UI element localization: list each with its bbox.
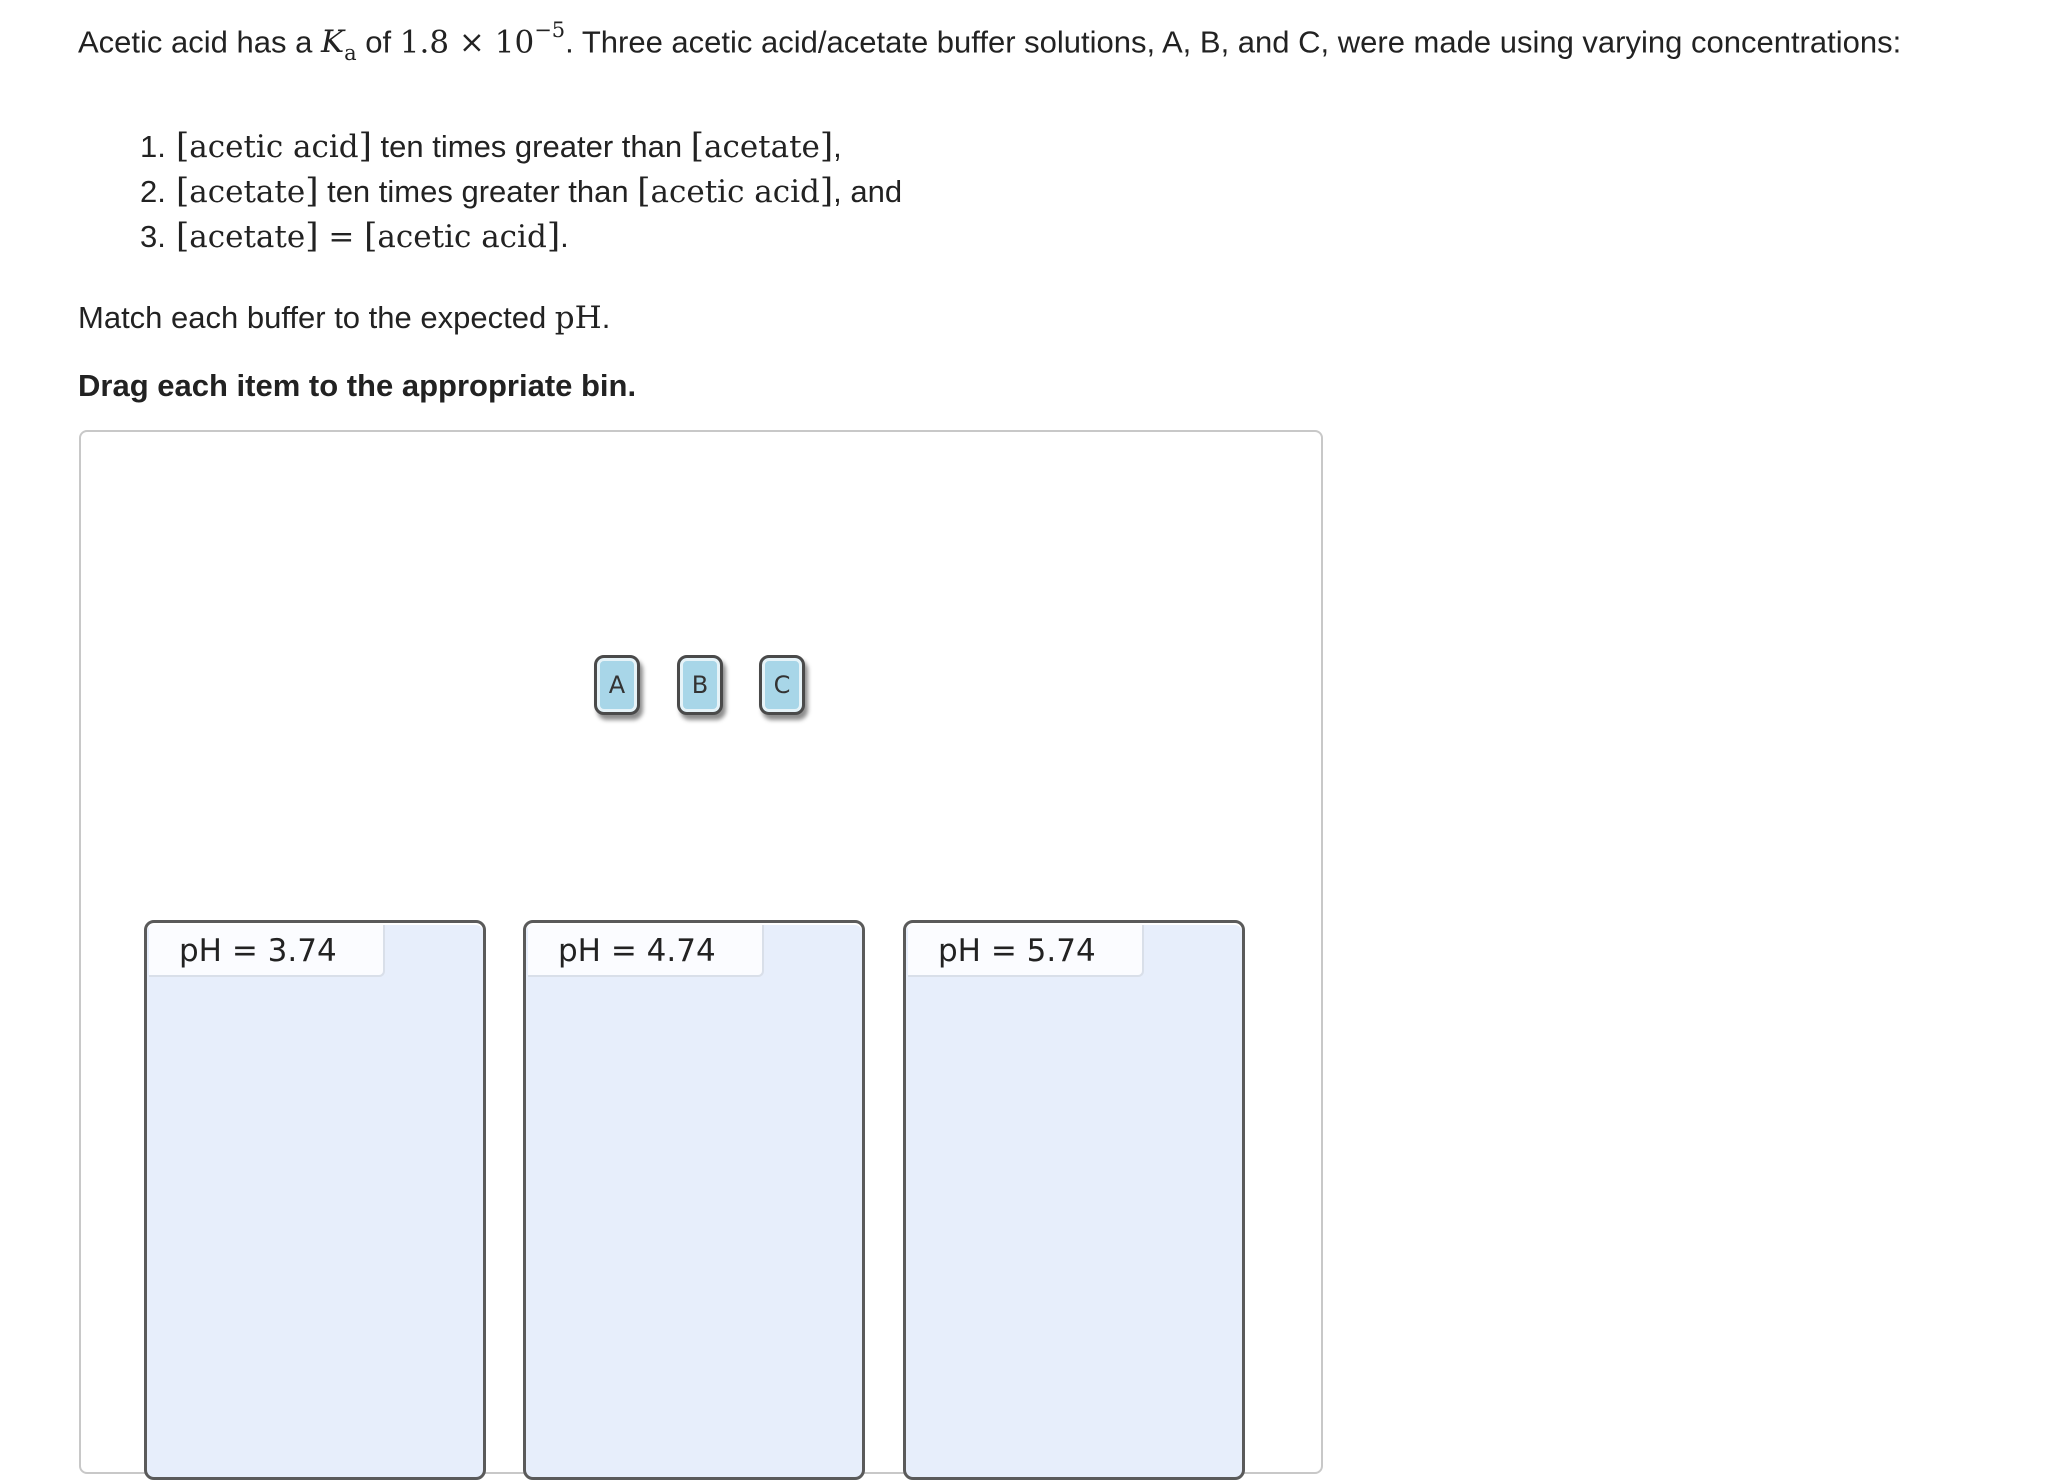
species-b: acetic acid	[377, 219, 547, 255]
concentration-list	[140, 124, 902, 259]
ka-symbol: K	[320, 24, 345, 61]
match-prompt: Match each buffer to the expected pH.	[78, 300, 611, 336]
species-a: acetate	[189, 174, 306, 210]
token-b[interactable]: B	[677, 655, 723, 715]
drag-drop-workspace	[79, 430, 1323, 1474]
list-item: 1. [acetic acid] ten times greater than [acetate],	[140, 126, 842, 166]
ph-symbol: pH	[554, 300, 602, 336]
bin-ph-3-74[interactable]	[144, 920, 486, 1480]
bin-label: pH = 3.74	[149, 925, 385, 977]
list-item: 3. [acetate] = [acetic acid].	[140, 216, 569, 256]
bin-ph-4-74[interactable]	[523, 920, 865, 1480]
list-item: 2. [acetate] ten times greater than [acetic acid], and	[140, 171, 903, 211]
species-a: acetic acid	[189, 129, 359, 165]
ka-value: 1.8 × 10	[399, 24, 535, 61]
intro-prefix: Acetic acid has a	[78, 24, 321, 60]
bin-label: pH = 5.74	[908, 925, 1144, 977]
token-c[interactable]: C	[759, 655, 805, 715]
instruction: Drag each item to the appropriate bin.	[78, 368, 637, 403]
token-a[interactable]: A	[594, 655, 640, 715]
bin-label: pH = 4.74	[528, 925, 764, 977]
species-a: acetate	[189, 219, 306, 255]
question-intro	[78, 18, 1902, 66]
bin-ph-5-74[interactable]	[903, 920, 1245, 1480]
species-b: acetic acid	[650, 174, 820, 210]
species-b: acetate	[703, 129, 820, 165]
ka-exponent: −5	[534, 18, 566, 42]
ka-subscript: a	[344, 41, 357, 66]
intro-of: of	[356, 24, 400, 60]
intro-suffix: . Three acetic acid/acetate buffer solutions, A, B, and C, were made using varying concentrations:	[565, 24, 1902, 60]
